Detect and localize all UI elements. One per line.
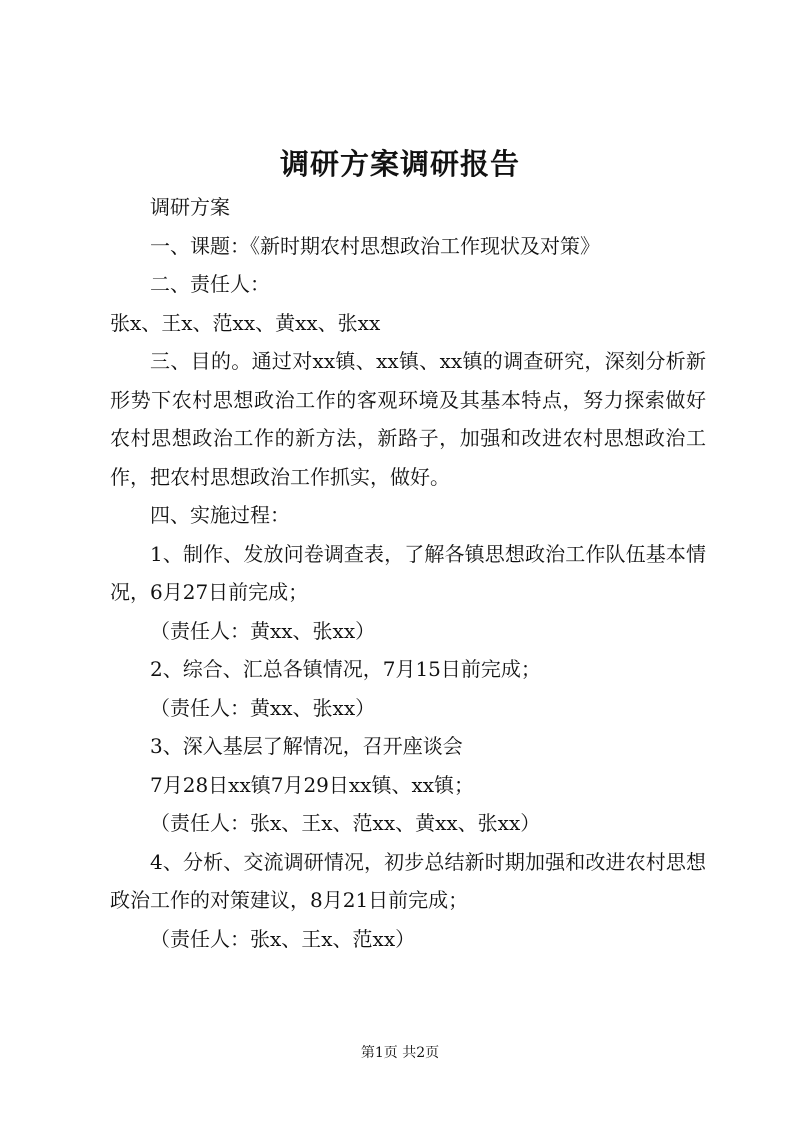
paragraph-step-3-dates: 7月28日xx镇7月29日xx镇、xx镇； [150, 772, 475, 797]
document-body [110, 188, 706, 958]
paragraph-step-3: 3、深入基层了解情况，召开座谈会 [150, 734, 463, 758]
paragraph-step-2: 2、综合、汇总各镇情况，7月15日前完成； [150, 657, 541, 681]
paragraph-responsible-label: 二、责任人： [150, 272, 270, 296]
paragraph-step-4: 4、分析、交流调研情况，初步总结新时期加强和改进农村思想政治工作的对策建议，8月21日前完成； [110, 849, 706, 912]
paragraph-topic: 一、课题：《新时期农村思想政治工作现状及对策》 [150, 233, 600, 258]
paragraph-process-heading: 四、实施过程： [150, 503, 290, 527]
paragraph-step-1: 1、制作、发放问卷调查表，了解各镇思想政治工作队伍基本情况，6月27日前完成； [110, 541, 706, 604]
paragraph-heading: 调研方案 [150, 195, 230, 219]
paragraph-purpose: 三、目的。通过对xx镇、xx镇、xx镇的调查研究，深刻分析新形势下农村思想政治工作的客观环境及其基本特点，努力探索做好农村思想政治工作的新方法，新路子，加强和改进农村思想政治工作，把农村思想政治工作抓实，做好。 [110, 349, 706, 489]
paragraph-step-2-responsible: （责任人：黄xx、张xx） [150, 695, 376, 720]
document-title: 调研方案调研报告 [279, 147, 520, 181]
paragraph-step-3-responsible: （责任人：张x、王x、范xx、黄xx、张xx） [150, 811, 541, 835]
page-footer: 第1页 共2页 [360, 1045, 440, 1061]
paragraph-step-4-responsible: （责任人：张x、王x、范xx） [150, 926, 416, 951]
paragraph-step-1-responsible: （责任人：黄xx、张xx） [150, 618, 376, 643]
paragraph-responsible-names: 张x、王x、范xx、黄xx、张xx [110, 310, 381, 335]
